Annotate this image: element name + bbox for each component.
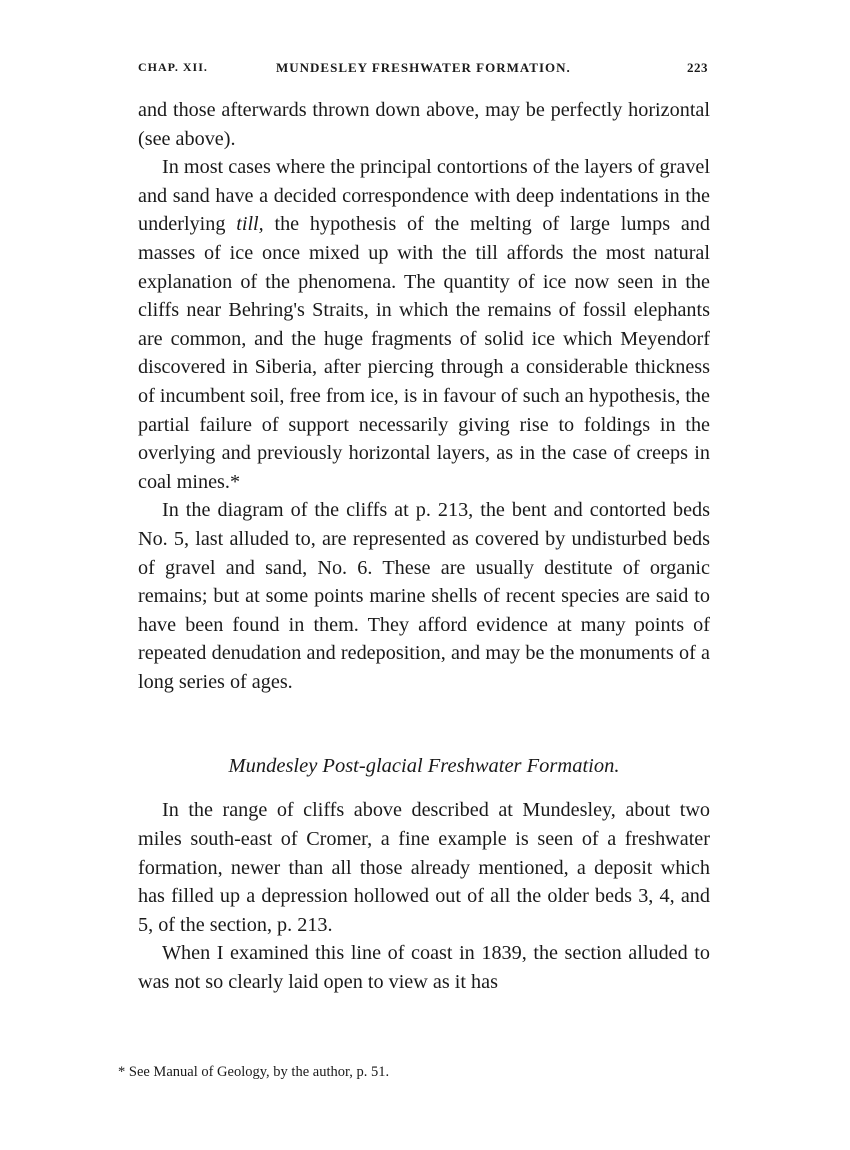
page-number: 223 xyxy=(687,60,708,75)
running-title: MUNDESLEY FRESHWATER FORMATION. xyxy=(276,60,571,75)
running-header xyxy=(138,60,710,80)
paragraph-text: the hypothesis of the melting of large lumps and masses of ice once mixed up with the till affords the most natural explanation of the phenomena. The quantity of ice now seen in the cliffs near Behring's Straits, in which the remains of fossil elephants are common, and the huge fragments of solid ice which Meyendorf discovered in Siberia, after piercing through a considerable thickness of incumbent soil, free from ice, is in favour of such an hypothesis, the partial failure of support necessarily giving rise to foldings in the overlying and previously horizontal layers, as in the case of creeps in coal mines.* xyxy=(138,213,711,493)
section-spacer xyxy=(138,696,710,752)
heading-spacer xyxy=(138,780,710,796)
paragraph-ice-hypothesis xyxy=(138,153,710,496)
paragraph-examined-1839: When I examined this line of coast in 1839, the section alluded to was not so clearly laid open to view as it has xyxy=(138,942,710,994)
paragraph-mundesley: In the range of cliffs above described at Mundesley, about two miles south-east of Cromer, a fine example is seen of a freshwater formation, newer than all those already mentioned, a deposit which has filled up a depression hollowed out of all the older beds 3, 4, and 5, of the section, p. 213. xyxy=(138,799,710,936)
paragraph-continued: and those afterwards thrown down above, may be perfectly horizontal (see above). xyxy=(138,99,710,150)
paragraph-text: In most cases where the principal contortions of the layers of gravel and sand have a decided correspondence with deep indentations in the underlying xyxy=(138,156,710,236)
footnote: * See Manual of Geology, by the author, p. 51. xyxy=(118,1064,390,1080)
main-text xyxy=(138,96,710,997)
italic-term-till: till, xyxy=(236,213,264,236)
chapter-label: CHAP. XII. xyxy=(138,60,208,74)
section-heading: Mundesley Post-glacial Freshwater Formation. xyxy=(228,755,620,778)
paragraph-diagram: In the diagram of the cliffs at p. 213, the bent and contorted beds No. 5, last alluded to, are represented as covered by undisturbed beds of gravel and sand, No. 6. These are usually destitute of organic remains; but at some points marine shells of recent species are said to have been found in them. They afford evidence at many points of repeated denudation and redeposition, and may be the monuments of a long series of ages. xyxy=(138,499,710,693)
